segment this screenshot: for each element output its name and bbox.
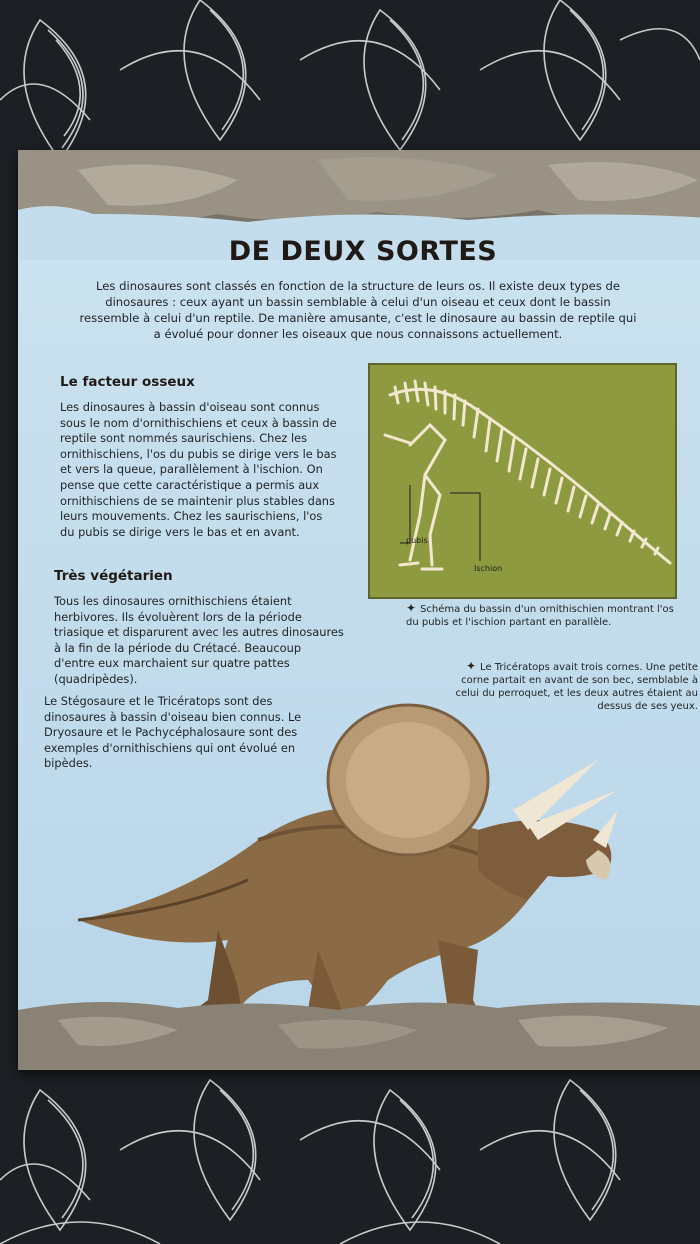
pelvis-skeleton-illustration <box>368 363 677 599</box>
label-ischion: Ischion <box>474 564 503 573</box>
section-text-examples: Le Stégosaure et le Tricératops sont des dinosaures à bassin d'oiseau bien connus. Le Dryosaure et le Pachycéphalosaure sont des exemples d'ornithischiens qui ont évolué en bipèdes. <box>44 694 302 771</box>
footprint-icon: ✦ <box>465 659 477 673</box>
section-text-facteur-osseux: Les dinosaures à bassin d'oiseau sont connus sous le nom d'ornithischiens et ceux à bassin de reptile sont nommés saurischiens. Chez les ornithischiens, l'os du pubis se dirige vers le bas et vers la queue, parallèlement à l'ischion. On pense que cette caractéristique a permis aux ornithischiens de se maintenir plus stables dans leurs mouvements. Chez les saurischiens, l'os du pubis se dirige vers le bas et en avant. <box>60 400 337 539</box>
section-heading-tres-vegetarien: Très végétarien <box>54 568 173 584</box>
page-title: DE DEUX SORTES <box>228 236 498 267</box>
skeleton-caption-text: Schéma du bassin d'un ornithischien montrant l'os du pubis et l'ischion partant en parallèle. <box>406 604 674 628</box>
triceratops-caption-text: Le Tricératops avait trois cornes. Une petite corne partait en avant de son bec, semblable à celui du perroquet, et les deux autres étaient au dessus de ses yeux. <box>455 662 698 712</box>
skeleton-drawing <box>370 365 675 597</box>
section-heading-facteur-osseux: Le facteur osseux <box>60 374 195 390</box>
label-pubis: pubis <box>406 536 428 545</box>
intro-paragraph: Les dinosaures sont classés en fonction de la structure de leurs os. Il existe deux types de dinosaures : ceux ayant un bassin semblable à celui d'un oiseau et ceux dont le bassin ressemble à celui d'un reptile. De manière amusante, c'est le dinosaure au bassin de reptile qui a évolué pour donner les oiseaux que nous connaissons actuellement. <box>79 279 637 341</box>
triceratops-illustration <box>58 680 678 1040</box>
book-page <box>18 150 700 1070</box>
rock-texture-bottom <box>18 990 700 1070</box>
section-text-herbivores: Tous les dinosaures ornithischiens étaient herbivores. Ils évoluèrent lors de la période triasique et disparurent avec les autres dinosaures à la fin de la période du Crétacé. Beaucoup d'entre eux marchaient sur quatre pattes (quadripèdes). <box>54 594 344 686</box>
footprint-icon: ✦ <box>406 601 417 615</box>
skeleton-caption <box>406 602 676 629</box>
